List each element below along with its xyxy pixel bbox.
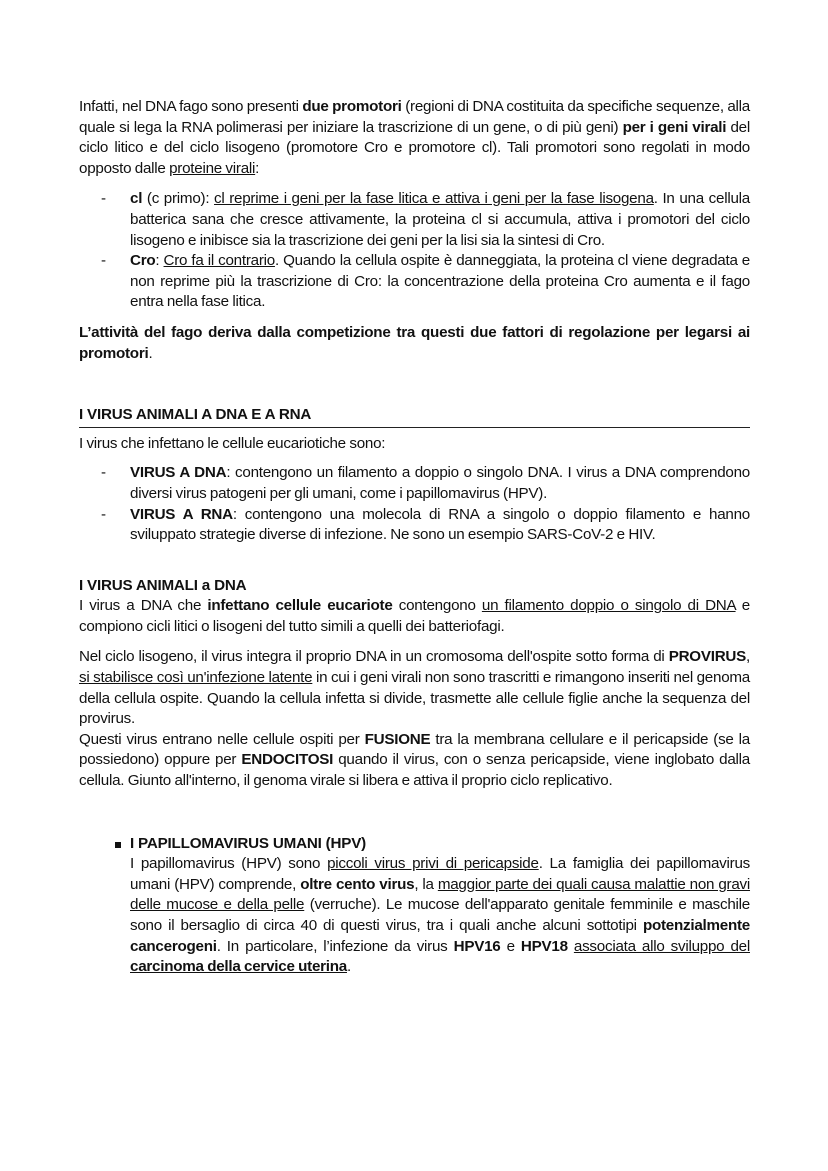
section-heading-animal-viruses: I VIRUS ANIMALI A DNA E A RNA — [79, 405, 750, 428]
underlined-text: cl reprime i geni per la fase litica e attiva i geni per la fase lisogena — [214, 190, 654, 208]
text-run: , — [746, 648, 750, 666]
bold-text: Cro — [130, 252, 156, 270]
hpv-section — [79, 834, 750, 978]
text-run: I virus che infettano le cellule eucariotiche sono: — [79, 434, 386, 452]
underlined-text: associata allo sviluppo del — [573, 937, 750, 955]
bold-text: HPV18 — [520, 937, 568, 955]
text-run: tra la membrana cellulare e il pericapside (se la possiedono) oppure per — [79, 730, 750, 769]
section1-intro — [79, 434, 750, 455]
text-run: (regioni di DNA costituita da specifiche sequenze, alla quale si lega la RNA polimerasi per iniziare la trascrizione di un gene, o di più geni) — [79, 98, 751, 136]
text-run: Infatti, nel DNA fago sono presenti — [79, 98, 303, 115]
text-run: I virus a DNA che — [79, 597, 208, 615]
dna-virus-paragraph-3 — [79, 730, 750, 792]
bold-text: L’attività del fago deriva dalla competizione tra questi due fattori di regolazione per legarsi ai promotori — [79, 323, 750, 362]
document-page — [79, 97, 750, 978]
text-run: : — [155, 252, 164, 270]
dna-virus-paragraph-1 — [79, 596, 750, 637]
list-item-rna-virus — [79, 505, 750, 546]
bold-text: PROVIRUS — [668, 648, 747, 666]
bold-text: cl — [130, 190, 143, 208]
bold-text: FUSIONE — [364, 730, 431, 748]
text-run: . In una cellula batterica sana che cresce attivamente, la proteina cl si accumula, attiva i promotori del ciclo lisogeno e inibisce sia la trascrizione dei geni per la lisi sia la sintesi di Cro. — [130, 190, 750, 249]
bold-text: per i geni virali — [622, 118, 727, 136]
text-run: contengono — [392, 597, 482, 615]
bold-text: VIRUS A DNA — [130, 464, 227, 482]
text-run: , la — [414, 875, 438, 893]
underlined-text: piccoli virus privi di pericapside — [327, 855, 539, 873]
list-item-dna-virus — [79, 463, 750, 504]
text-run: (verruche). Le mucose dell'apparato genitale femminile e maschile sono il bersaglio di circa 40 di questi virus, tra i quali anche alcuni sottotipi — [130, 896, 750, 934]
text-run: . Quando la cellula ospite è danneggiata, la proteina cl viene degradata e non reprime più la trascrizione di Cro: la concentrazione della proteina Cro aumenta e il fago entra nella fase litica. — [130, 252, 750, 311]
bold-text: carcinoma della cervice uterina — [130, 958, 347, 976]
text-run: quando il virus, con o senza pericapside, viene inglobato dalla cellula. Giunto all'interno, il genoma virale si libera e attiva il proprio ciclo replicativo. — [79, 751, 750, 790]
square-bullet-icon — [115, 842, 121, 848]
text-run: (c primo): — [142, 190, 215, 208]
regulator-list — [79, 189, 750, 313]
text-run: I papillomavirus (HPV) sono — [130, 855, 328, 873]
conclusion-paragraph — [79, 323, 750, 364]
dna-virus-paragraph-2 — [79, 647, 750, 729]
bold-text: infettano cellule eucariote — [207, 597, 393, 615]
text-run: . — [148, 344, 153, 362]
section-heading-dna-viruses: I VIRUS ANIMALI a DNA — [79, 576, 247, 594]
text-run: Nel ciclo lisogeno, il virus integra il proprio DNA in un cromosoma dell'ospite sotto forma di — [79, 648, 669, 666]
text-run: : contengono un filamento a doppio o singolo DNA. I virus a DNA comprendono diversi virus patogeni per gli umani, come i papillomavirus (HPV). — [130, 464, 750, 502]
text-run: del ciclo litico e del ciclo lisogeno (promotore Cro e promotore cl). Tali promotori sono regolati in modo opposto dalle — [79, 118, 750, 177]
bold-text: VIRUS A RNA — [130, 505, 233, 523]
text-run: e compiono cicli litici o lisogeni del tutto simili a quelli dei batteriofagi. — [79, 597, 750, 635]
text-run: Questi virus entrano nelle cellule ospiti per — [79, 730, 365, 748]
virus-type-list — [79, 463, 750, 545]
bold-text: oltre cento virus — [300, 875, 415, 893]
text-run: . In particolare, l’infezione da virus — [216, 937, 454, 955]
underlined-text: un filamento doppio o singolo di DNA — [481, 597, 736, 615]
text-run: : contengono una molecola di RNA a singolo o doppio filamento e hanno sviluppato strategie diverse di infezione. Ne sono un esempio SARS-CoV-2 e HIV. — [130, 505, 750, 544]
underlined-text: Cro fa il contrario — [163, 252, 275, 270]
text-run: e — [500, 937, 521, 955]
text-run: . La famiglia dei papillomavirus umani (HPV) comprende, — [130, 855, 750, 893]
hpv-heading: I PAPILLOMAVIRUS UMANI (HPV) — [130, 834, 366, 852]
underlined-text: proteine virali — [169, 159, 256, 177]
bold-text: due promotori — [302, 98, 402, 115]
bold-text: potenzialmente cancerogeni — [130, 917, 750, 955]
text-run: in cui i geni virali non sono trascritti e rimangono inseriti nel genoma della cellula ospite. Quando la cellula infetta si divide, trasmette alle cellule figlie anche la sequenza del provirus. — [79, 669, 750, 728]
text-run: . — [347, 958, 351, 976]
underlined-text: si stabilisce così un'infezione latente — [79, 669, 313, 687]
bold-text: ENDOCITOSI — [241, 751, 334, 769]
hpv-paragraph — [130, 854, 750, 978]
bold-text: HPV16 — [453, 937, 501, 955]
underlined-text: maggior parte dei quali causa malattie non gravi delle mucose e della pelle — [130, 875, 751, 914]
text-run: : — [255, 159, 260, 177]
list-item-cro — [79, 251, 750, 313]
intro-paragraph — [79, 97, 750, 179]
list-item-cl — [79, 189, 750, 251]
